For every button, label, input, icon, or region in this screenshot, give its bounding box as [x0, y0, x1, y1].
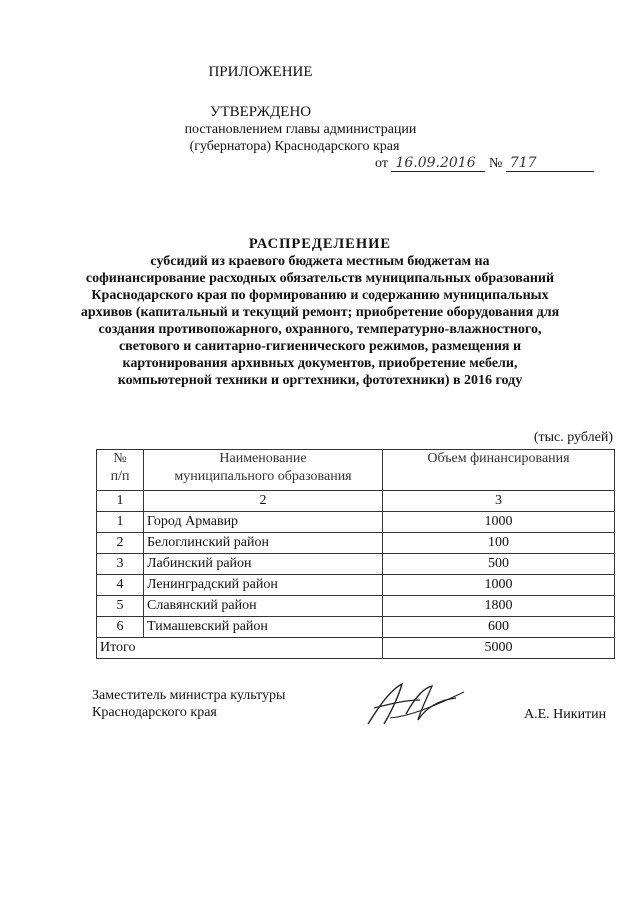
signer-position-line1: Заместитель министра культуры — [92, 688, 286, 703]
row-name: Ленинградский район — [144, 575, 383, 596]
signer-name: А.Е. Никитин — [524, 707, 607, 722]
row-num: 1 — [97, 512, 144, 533]
table-row — [97, 575, 615, 596]
header-num-line1: № — [113, 451, 127, 466]
header-name — [144, 450, 383, 491]
handwritten-signature — [360, 678, 470, 735]
title-block — [70, 236, 570, 389]
row-amount: 1800 — [383, 596, 615, 617]
date-prefix: от — [375, 156, 388, 171]
title-line: светового и санитарно-гигиенического режимов, размещения и — [118, 339, 522, 354]
decree-line-2: (губернатора) Краснодарского края — [189, 139, 400, 154]
header-name-line2: муниципального образования — [174, 469, 352, 484]
total-amount: 5000 — [383, 638, 615, 659]
row-amount: 100 — [383, 533, 615, 554]
document-title: РАСПРЕДЕЛЕНИЕ — [248, 236, 392, 252]
row-num: 4 — [97, 575, 144, 596]
title-line: создания противопожарного, охранного, температурно-влажностного, — [98, 322, 542, 337]
row-name: Тимашевский район — [144, 617, 383, 638]
total-label: Итого — [97, 638, 383, 659]
row-amount: 1000 — [383, 575, 615, 596]
row-amount: 500 — [383, 554, 615, 575]
number-prefix: № — [488, 156, 503, 171]
col-number: 3 — [383, 491, 615, 512]
header-num — [97, 450, 144, 491]
header-amount: Объем финансирования — [383, 450, 615, 491]
title-line: Краснодарского края по формированию и содержанию муниципальных — [91, 288, 549, 303]
row-amount: 1000 — [383, 512, 615, 533]
row-num: 3 — [97, 554, 144, 575]
title-line: компьютерной техники и оргтехники, фототехники) в 2016 году — [117, 373, 523, 388]
row-num: 5 — [97, 596, 144, 617]
decree-date: 16.09.2016 — [391, 155, 485, 172]
approved-label: УТВЕРЖДЕНО — [209, 104, 312, 120]
table-row — [97, 533, 615, 554]
table-row — [97, 512, 615, 533]
row-amount: 600 — [383, 617, 615, 638]
decree-number: 717 — [506, 155, 594, 172]
col-number: 1 — [97, 491, 144, 512]
decree-line-1: постановлением главы администрации — [184, 122, 417, 137]
header-name-line1: Наименование — [219, 451, 307, 466]
table-header-row — [97, 450, 615, 491]
title-line: субсидий из краевого бюджета местным бюджетам на — [150, 254, 490, 269]
appendix-label: ПРИЛОЖЕНИЕ — [208, 64, 313, 80]
row-name: Лабинский район — [144, 554, 383, 575]
row-name: Белоглинский район — [144, 533, 383, 554]
title-line: софинансирование расходных обязательств муниципальных образований — [85, 271, 555, 286]
column-number-row — [97, 491, 615, 512]
row-name: Город Армавир — [144, 512, 383, 533]
title-line: картонирования архивных документов, приобретение мебели, — [122, 356, 518, 371]
table-row — [97, 596, 615, 617]
table-row — [97, 617, 615, 638]
row-name: Славянский район — [144, 596, 383, 617]
table-row — [97, 554, 615, 575]
title-line: архивов (капитальный и текущий ремонт; приобретение оборудования для — [80, 305, 560, 320]
decree-date-line — [375, 155, 594, 172]
col-number: 2 — [144, 491, 383, 512]
currency-unit: (тыс. рублей) — [533, 430, 613, 445]
row-num: 6 — [97, 617, 144, 638]
header-num-line2: п/п — [110, 469, 130, 484]
row-num: 2 — [97, 533, 144, 554]
total-row — [97, 638, 615, 659]
distribution-table — [96, 449, 615, 659]
signer-position-line2: Краснодарского края — [92, 705, 217, 720]
